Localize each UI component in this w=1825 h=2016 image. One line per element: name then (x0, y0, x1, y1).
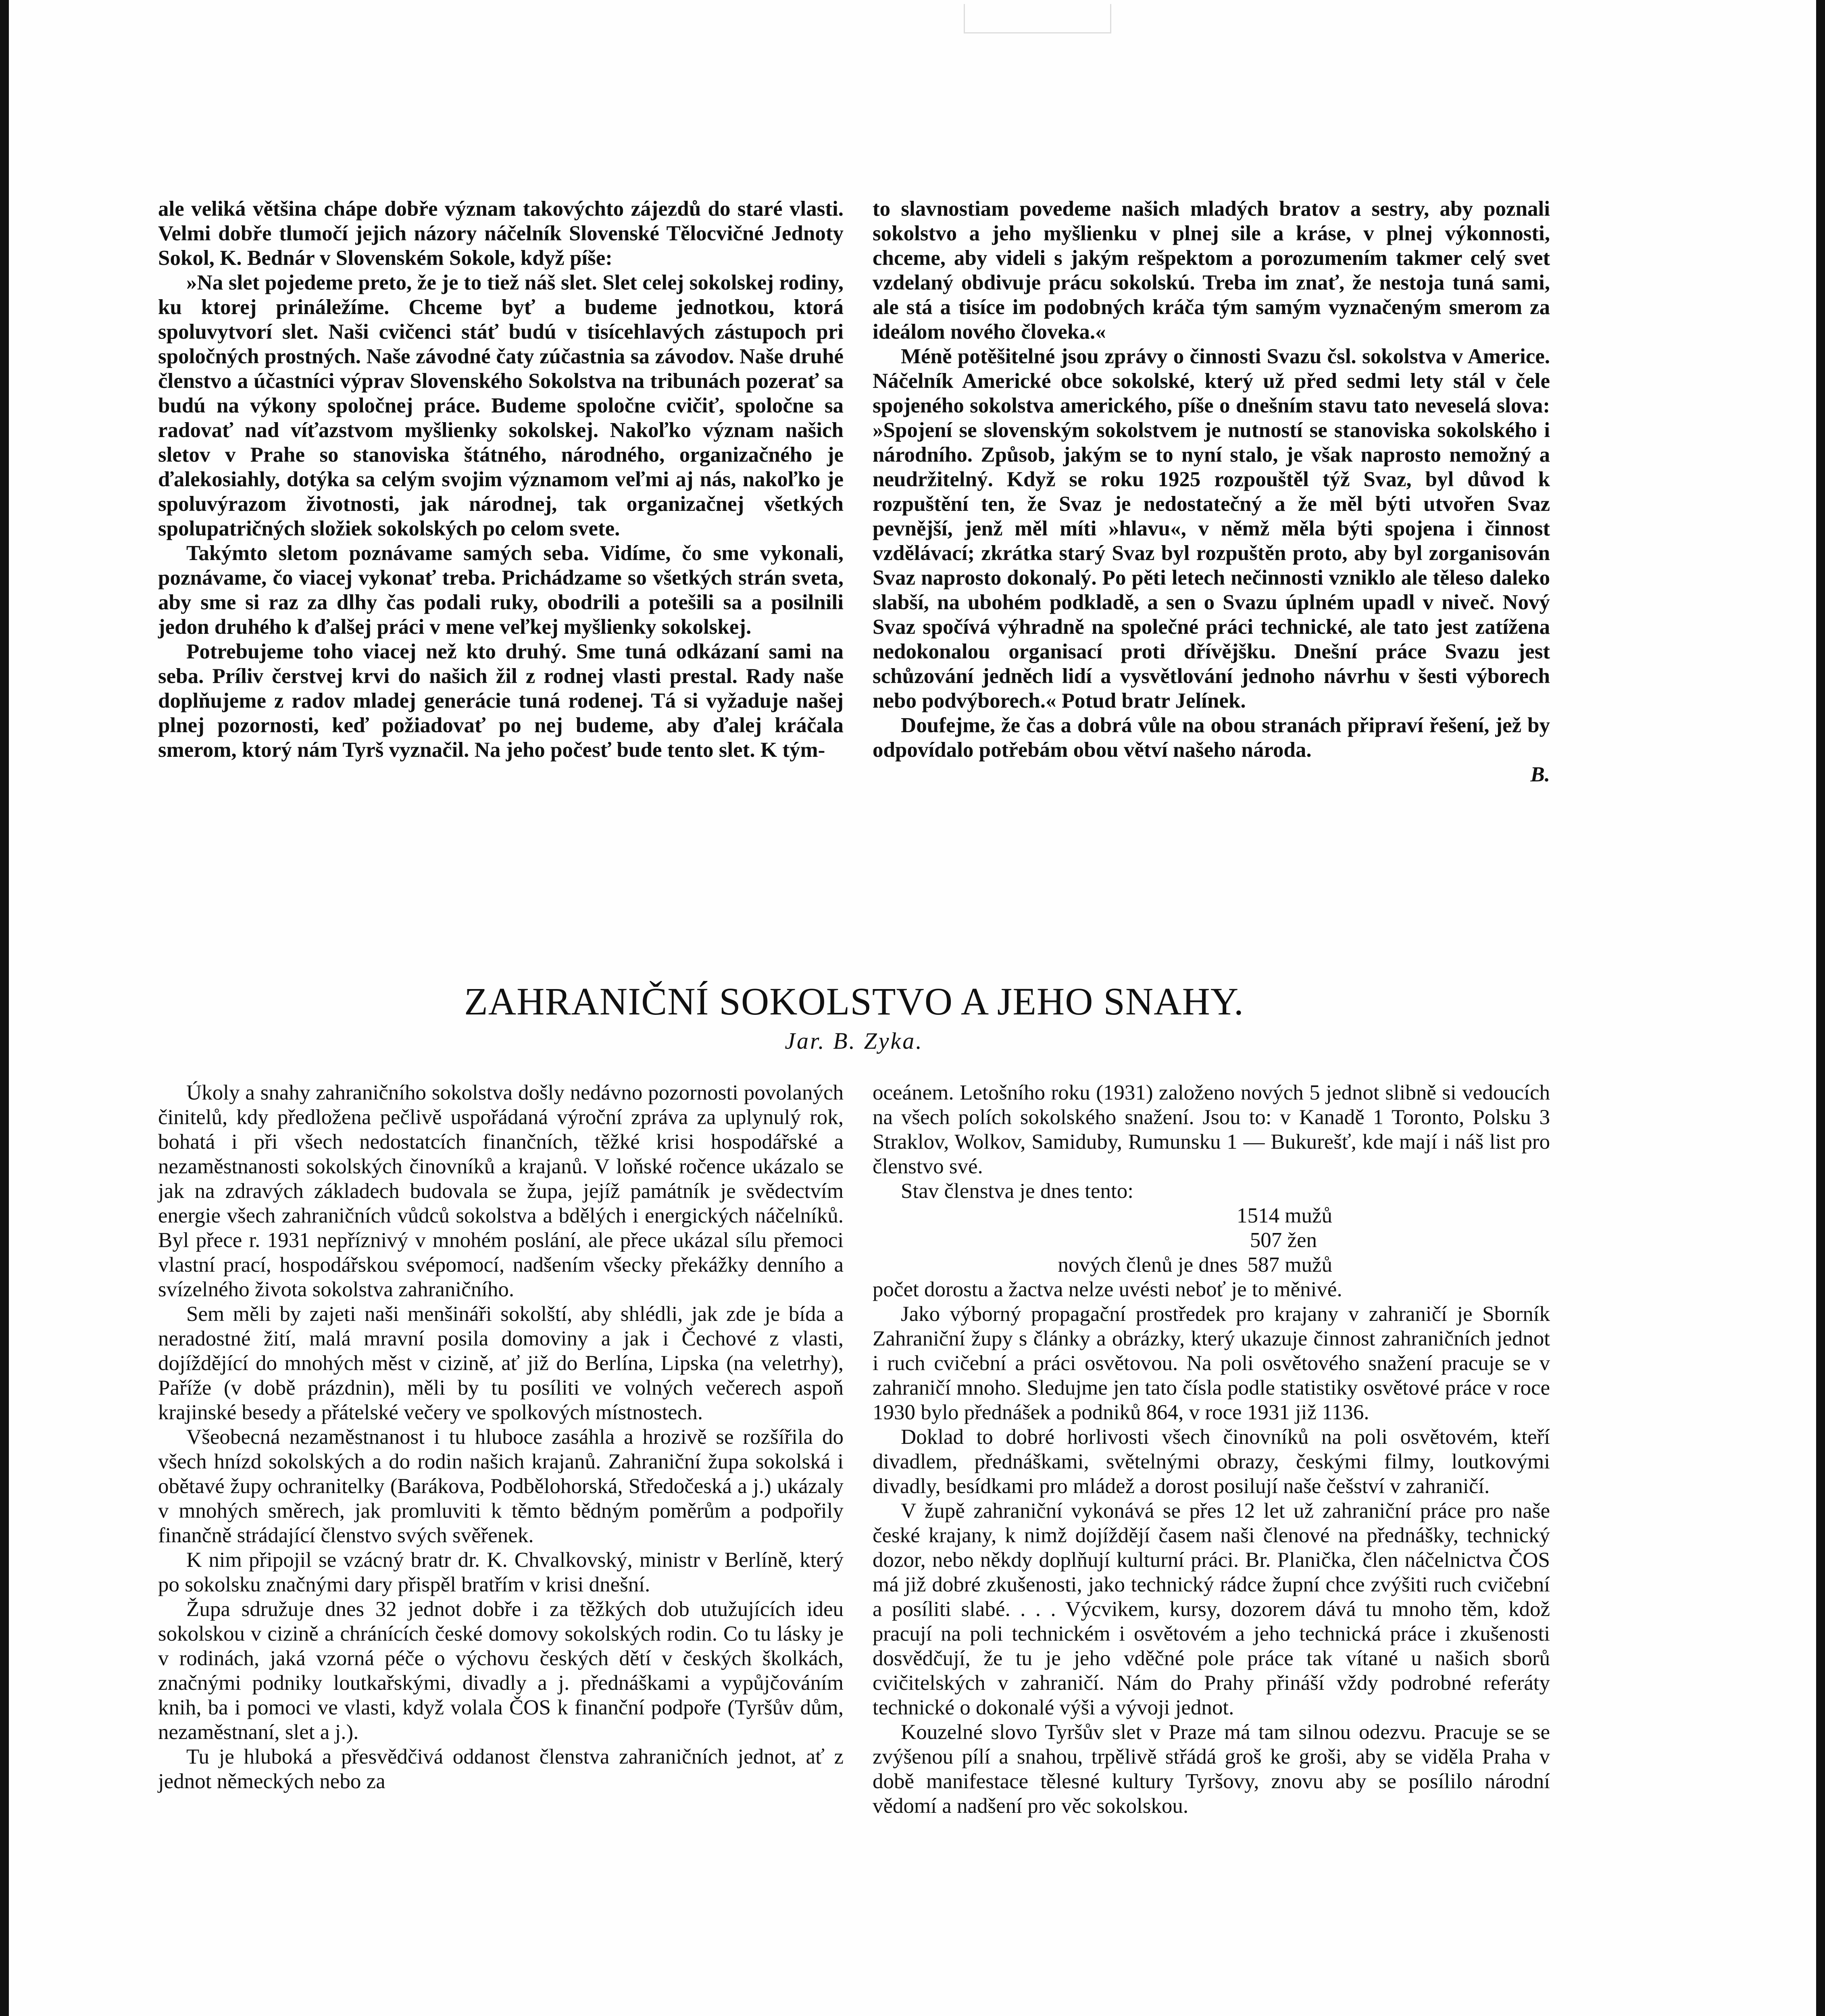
scan-edge-right (1816, 0, 1825, 2016)
membership-table (873, 1204, 1550, 1277)
top-right-column (873, 197, 1550, 787)
paragraph: Jako výborný propagační prostředek pro krajany v zahraničí je Sborník Zahraniční župy s články a obrázky, který ukazuje činnost zahraničních jednot i ruch cvičební a práci osvětovou. Na poli osvětového snažení pracuje se v zahraničí mnoho. Sledujme jen tato čísla podle statistiky osvětové práce v roce 1930 bylo přednášek a podniků 864, v roce 1931 již 1136. (873, 1302, 1550, 1424)
scan-artifact (964, 4, 1111, 33)
membership-men: 1514 mužů (1237, 1204, 1332, 1227)
paragraph: Župa sdružuje dnes 32 jednot dobře i za těžkých dob utužujících ideu sokolskou v cizině a chránících české domovy sokolských rodin. Co tu lásky je v rodinách, jaká vzorná péče o výchovu českých dětí v českých školkách, značnými podniky loutkařskými, divadly a j. přednáškami a vypůjčováním knih, ba i pomoci ve vlasti, když volala ČOS k finanční podpoře (Tyršův dům, nezaměstnaní, slet a j.). (158, 1597, 844, 1744)
membership-note: počet dorostu a žactva nelze uvésti neboť je to měnivé. (873, 1278, 1342, 1301)
paragraph: Doklad to dobré horlivosti všech činovníků na poli osvětovém, kteří divadlem, přednáškami, světelnými obrazy, českými filmy, loutkovými divadly, besídkami pro mládež a dorost posilují naše češství v zahraničí. (873, 1425, 1550, 1498)
bottom-left-column (158, 1081, 844, 1794)
paragraph: Všeobecná nezaměstnanost i tu hluboce zasáhla a hrozivě se rozšířila do všech hnízd sokolských a do rodin našich krajanů. Zahraniční župa sokolská i obětavé župy ochranitelky (Barákova, Podbělohorská, Středočeská a j.) ukázaly v mnohých směrech, jak promluviti k těmto bědným poměrům a podpořily finančně strádající členstvo svých svěřenek. (158, 1425, 844, 1547)
paragraph: oceánem. Letošního roku (1931) založeno nových 5 jednot slibně si vedoucích na všech polích sokolského snažení. Jsou to: v Kanadě 1 Toronto, Polsku 3 Straklov, Wolkov, Samiduby, Rumunsku 1 — Bukurešť, kde mají i náš list pro členstvo své. (873, 1081, 1550, 1178)
scan-edge-left (0, 0, 9, 2016)
paragraph: Tu je hluboká a přesvědčivá oddanost členstva zahraničních jednot, ať z jednot německých nebo za (158, 1745, 844, 1793)
article-author: Jar. B. Zyka. (785, 1028, 923, 1054)
bottom-right-column (873, 1081, 1550, 1818)
membership-new-label: nových členů je dnes (1058, 1253, 1238, 1277)
paragraph: to slavnostiam povedeme našich mladých bratov a sestry, aby poznali sokolstvo a jeho myšlienku v plnej sile a kráse, v plnej výkonnosti, chceme, aby videli s jakým rešpektom a porozumením takmer celý svet vzdelaný obdivuje prácu sokolskú. Treba im znať, že nestoja tuná sami, ale stá a tisíce im podobných kráča tým samým vyznačeným smerom za ideálom nového človeka.« (873, 197, 1550, 344)
article-title: ZAHRANIČNÍ SOKOLSTVO A JEHO SNAHY. (464, 980, 1244, 1023)
paragraph: K nim připojil se vzácný bratr dr. K. Chvalkovský, ministr v Berlíně, který po sokolsku značnými dary přispěl bratřím v krisi dnešní. (158, 1548, 844, 1596)
paragraph: Méně potěšitelné jsou zprávy o činnosti Svazu čsl. sokolstva v Americe. Náčelník Americké obce sokolské, který už před sedmi lety stál v čele spojeného sokolstva amerického, píše o dnešním stavu tato neveselá slova: »Spojení se slovenským sokolstvem je nutností se stanoviska sokolského i národního. Způsob, jakým se to nyní stalo, je však naprosto nemožný a neudržitelný. Když se roku 1925 rozpouštěl týž Svaz, byl důvod k rozpuštění ten, že Svaz je nedostatečný a že měl býti utvořen Svaz pevnější, jenž měl míti »hlavu«, v němž měla býti spojena i činnost vzdělávací; zkrátka starý Svaz byl rozpuštěn proto, aby byl zorganisován Svaz naprosto dokonalý. Po pěti letech nečinnosti vzniklo ale těleso daleko slabší, na ubohém podkladě, a sen o Svazu úplném upadl v niveč. Nový Svaz spočívá výhradně na společné práci technické, ale tato jest zatížena nedokonalou organisací proti dřívějšku. Dnešní práce Svazu jest schůzování jedněch lidí a vysvětlování jednoho návrhu v šesti výborech nebo podvýborech.« Potud bratr Jelínek. (873, 345, 1550, 712)
paragraph: Potrebujeme toho viacej než kto druhý. Sme tuná odkázaní sami na seba. Príliv čerstvej krvi do našich žil z rodnej vlasti prestal. Rady naše doplňujeme z radov mladej generácie tuná rodenej. Tá si vyžaduje našej plnej pozornosti, keď požiadovať po nej budeme, aby ďalej kráčala smerom, ktorý nám Tyrš vyznačil. Na jeho počesť bude tento slet. K tým- (158, 640, 844, 762)
paragraph: ale veliká většina chápe dobře význam takovýchto zájezdů do staré vlasti. Velmi dobře tlumočí jejich názory náčelník Slovenské Tělocvičné Jednoty Sokol, K. Bednár v Slovenském Sokole, když píše: (158, 197, 844, 270)
paragraph: Úkoly a snahy zahraničního sokolstva došly nedávno pozornosti povolaných činitelů, kdy předložena pečlivě uspořádaná výroční zpráva za uplynulý rok, bohatá i při všech nedostatcích finančních, těžké krisi hospodářské a nezaměstnanosti sokolských činovníků a krajanů. V loňské ročence ukázalo se jak na zdravých základech budovala se župa, jejíž památník je svědectvím energie všech zahraničních vůdců sokolstva a bdělých i energických náčelníků. Byl přece r. 1931 nepříznivý v mnohém poslání, ale přece ukázal sílu přemoci vlastní prací, hospodářskou svépomocí, nadšením všecky překážky denního a svízelného života sokolstva zahraničního. (158, 1081, 844, 1301)
membership-women: 507 žen (1250, 1229, 1317, 1252)
paragraph: Sem měli by zajeti naši menšináři sokolští, aby shlédli, jak zde je bída a neradostné žití, malá mravní posila domoviny a jak i Čechové z vlasti, dojíždějící do mnohých měst v cizině, ať již do Berlína, Lipska (na veletrhy), Paříže (v době prázdnin), měli by tu posíliti ve volných večerech aspoň krajinské besedy a přátelské večery ve spolkových místnostech. (158, 1302, 844, 1424)
paragraph: V župě zahraniční vykonává se přes 12 let už zahraniční práce pro naše české krajany, k nimž dojíždějí časem naši členové na přednášky, technický dozor, nebo někdy doplňují kulturní práci. Br. Planička, člen náčelnictva ČOS má již dobré zkušenosti, jako technický rádce župní chce zvýšiti ruch cvičební a posíliti slabé. . . . Výcvikem, kursy, dozorem dává tu mnoho těm, kdož pracují na poli technickém i osvětovém a jeho technická práce i zkušenosti dosvědčují, že tu je jeho vděčné pole práce tak vítané u našich sborů cvičitelských v zahraničí. Nám do Prahy přináší vždy podrobné referáty technické o dokonalé výši a vývoji jednot. (873, 1499, 1550, 1719)
membership-new-men: 587 mužů (1247, 1253, 1332, 1277)
quote-paragraph: »Na slet pojedeme preto, že je to tiež náš slet. Slet celej sokolskej rodiny, ku ktorej prináležíme. Chceme byť a budeme jednotkou, ktorá spoluvytvorí slet. Naši cvičenci stáť budú v tisícehlavých zástupoch pri spoločných prostných. Naše závodné čaty zúčastnia sa závodov. Naše druhé členstvo a účastníci výprav Slovenského Sokolstva na tribunách pozerať sa budú na výkony spoločnej práce. Budeme spoločne cvičiť, spoločne sa radovať nad víťazstvom myšlienky sokolskej. Nakoľko význam našich sletov v Prahe so stanoviska štátného, národného, organizačného je ďalekosiahly, dotýka sa celým svojim významom veľmi aj nás, nakoľko je spoluvýrazom životnosti, jak národnej, tak organizačnej všetkých spolupatričných složiek sokolských po celom svete. (158, 271, 844, 540)
membership-heading: Stav členstva je dnes tento: (901, 1179, 1133, 1203)
signature: B. (1530, 763, 1550, 786)
paragraph: Kouzelné slovo Tyršův slet v Praze má tam silnou odezvu. Pracuje se se zvýšenou pílí a snahou, trpělivě střádá groš ke groši, aby se viděla Praha v době manifestace tělesné kultury Tyršovy, znovu aby se posílilo národní vědomí a nadšení pro věc sokolskou. (873, 1720, 1550, 1818)
paragraph: Doufejme, že čas a dobrá vůle na obou stranách připraví řešení, jež by odpovídalo potřebám obou větví našeho národa. (873, 714, 1550, 762)
paragraph: Takýmto sletom poznávame samých seba. Vidíme, čo sme vykonali, poznávame, čo viacej vykonať treba. Prichádzame so všetkých strán sveta, aby sme si raz za dlhy čas podali ruky, obodrili a potešili sa a posilnili jedon druhého k ďalšej práci v mene veľkej myšlienky sokolskej. (158, 541, 844, 639)
top-left-column (158, 197, 844, 762)
